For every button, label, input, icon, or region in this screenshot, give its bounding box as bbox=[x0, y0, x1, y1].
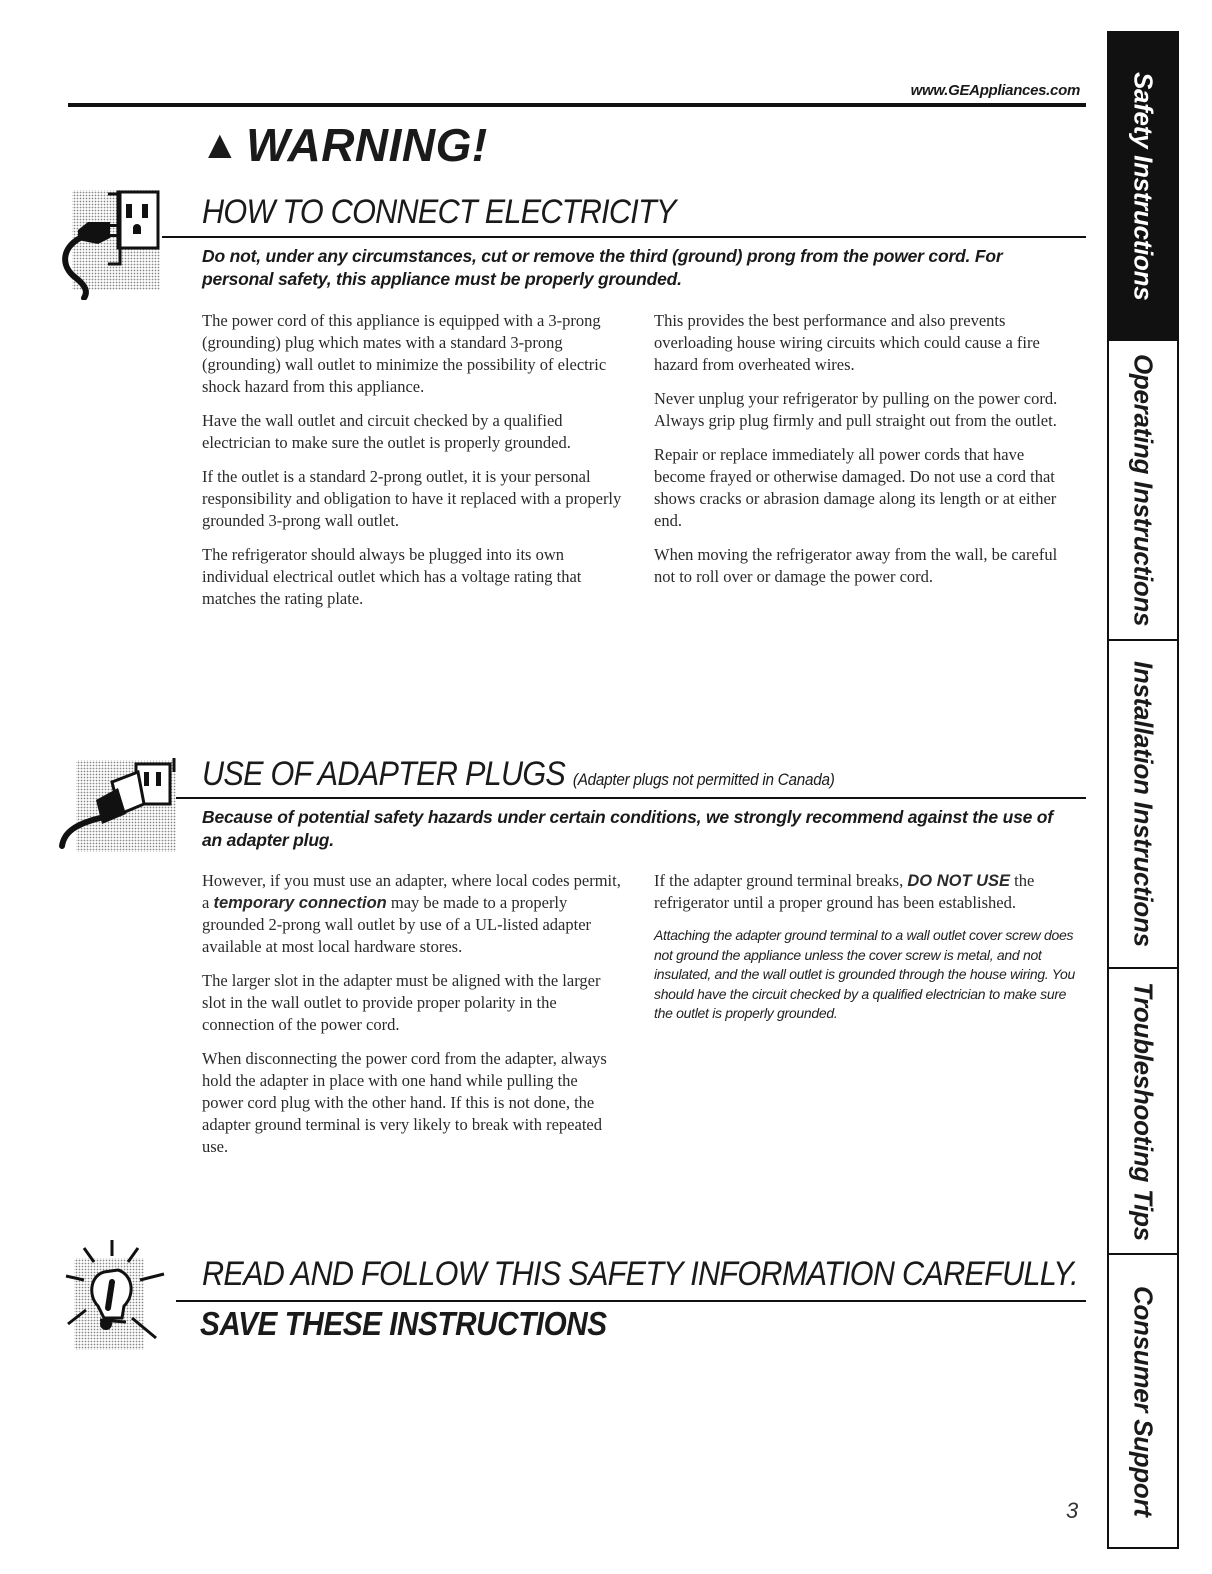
section-rule-1 bbox=[162, 236, 1086, 238]
paragraph: Have the wall outlet and circuit checked by a qualified electrician to make sure the outlet is properly grounded. bbox=[202, 411, 571, 452]
section1-right-column bbox=[654, 310, 1074, 600]
paragraph: The power cord of this appliance is equipped with a 3-prong (grounding) plug which mates with a standard 3-prong (grounding) wall outlet to minimize the possibility of electric shock hazard from this appliance. bbox=[202, 311, 607, 396]
section-tabs bbox=[1107, 31, 1179, 1549]
text-run: may be made to a properly grounded 2-prong wall outlet by use of a UL-listed adapter available at most local hardware stores. bbox=[202, 893, 592, 956]
page-number: 3 bbox=[1066, 1498, 1079, 1523]
paragraph: The refrigerator should always be plugged into its own individual electrical outlet which has a voltage rating that matches the rating plate. bbox=[202, 545, 582, 608]
section-title-connect-electricity: HOW TO CONNECT ELECTRICITY bbox=[202, 193, 676, 231]
text-run: If the adapter ground terminal breaks, bbox=[654, 871, 908, 890]
section-subtitle: (Adapter plugs not permitted in Canada) bbox=[572, 770, 835, 789]
paragraph bbox=[654, 870, 1078, 914]
save-instructions-heading: SAVE THESE INSTRUCTIONS bbox=[200, 1305, 607, 1342]
tab-label: Operating Instructions bbox=[1128, 353, 1159, 627]
warning-heading bbox=[200, 118, 488, 172]
section-lead-1: Do not, under any circumstances, cut or remove the third (ground) prong from the power cord. For personal safety, this appliance must be properly grounded. bbox=[202, 246, 1003, 289]
tab-consumer-support[interactable] bbox=[1109, 1255, 1177, 1547]
section-rule-2 bbox=[176, 797, 1086, 799]
tab-operating-instructions[interactable] bbox=[1109, 341, 1177, 641]
section2-right-column bbox=[654, 870, 1078, 1036]
paragraph: If the outlet is a standard 2-prong outlet, it is your personal responsibility and obligation to have it replaced with a properly grounded 3-prong wall outlet. bbox=[202, 467, 622, 530]
outlet-plug-icon bbox=[58, 182, 162, 300]
text-run: the refrigerator until a proper ground has been established. bbox=[654, 871, 1035, 912]
read-follow-heading: READ AND FOLLOW THIS SAFETY INFORMATION CAREFULLY. bbox=[202, 1255, 1078, 1293]
section-lead-2: Because of potential safety hazards under certain conditions, we strongly recommend against the use of an adapter plug. bbox=[202, 807, 1053, 850]
emphasis-do-not-use: DO NOT USE bbox=[907, 872, 1011, 890]
emphasis-temporary-connection: temporary connection bbox=[213, 894, 387, 912]
caution-lightbulb-icon bbox=[60, 1232, 190, 1352]
paragraph: When disconnecting the power cord from the adapter, always hold the adapter in place with one hand while pulling the power cord plug with the other hand. If this is not done, the adapter ground terminal is very likely to break with repeated use. bbox=[202, 1049, 607, 1156]
warning-triangle-icon: ▲ bbox=[200, 123, 241, 167]
adapter-plug-icon bbox=[56, 752, 178, 856]
section1-left-column bbox=[202, 310, 622, 622]
tab-safety-instructions[interactable] bbox=[1109, 33, 1177, 341]
paragraph bbox=[202, 870, 622, 958]
warning-title: WARNING! bbox=[246, 119, 488, 171]
section-title-text: USE OF ADAPTER PLUGS bbox=[202, 755, 566, 793]
tab-troubleshooting-tips[interactable] bbox=[1109, 969, 1177, 1255]
website-url: www.GEAppliances.com bbox=[910, 82, 1080, 99]
header-rule bbox=[68, 103, 1086, 107]
paragraph: The larger slot in the adapter must be aligned with the larger slot in the wall outlet to provide proper polarity in the connection of the power cord. bbox=[202, 971, 601, 1034]
tab-label: Consumer Support bbox=[1128, 1285, 1159, 1517]
text-run: However, if you must use an adapter, where local codes permit, a bbox=[202, 871, 621, 912]
paragraph: Never unplug your refrigerator by pulling on the power cord. Always grip plug firmly and pull straight out from the outlet. bbox=[654, 389, 1058, 430]
paragraph: This provides the best performance and also prevents overloading house wiring circuits which could cause a fire hazard from overheated wires. bbox=[654, 311, 1040, 374]
tab-installation-instructions[interactable] bbox=[1109, 641, 1177, 969]
tab-label: Safety Instructions bbox=[1128, 71, 1159, 301]
italic-note: Attaching the adapter ground terminal to a wall outlet cover screw does not ground the appliance unless the cover screw is metal, and not insulated, and the wall outlet is grounded through the house wiring. You should have the circuit checked by a qualified electrician to make sure the outlet is properly grounded. bbox=[654, 927, 1076, 1021]
footer-rule bbox=[176, 1300, 1086, 1302]
section-title-adapter-plugs bbox=[202, 755, 835, 794]
tab-label: Installation Instructions bbox=[1128, 661, 1159, 947]
section2-left-column bbox=[202, 870, 622, 1170]
tab-label: Troubleshooting Tips bbox=[1128, 981, 1159, 1241]
paragraph: When moving the refrigerator away from the wall, be careful not to roll over or damage the power cord. bbox=[654, 545, 1058, 586]
paragraph: Repair or replace immediately all power cords that have become frayed or otherwise damaged. Do not use a cord that shows cracks or abrasion damage along its length or at either end. bbox=[654, 445, 1057, 530]
